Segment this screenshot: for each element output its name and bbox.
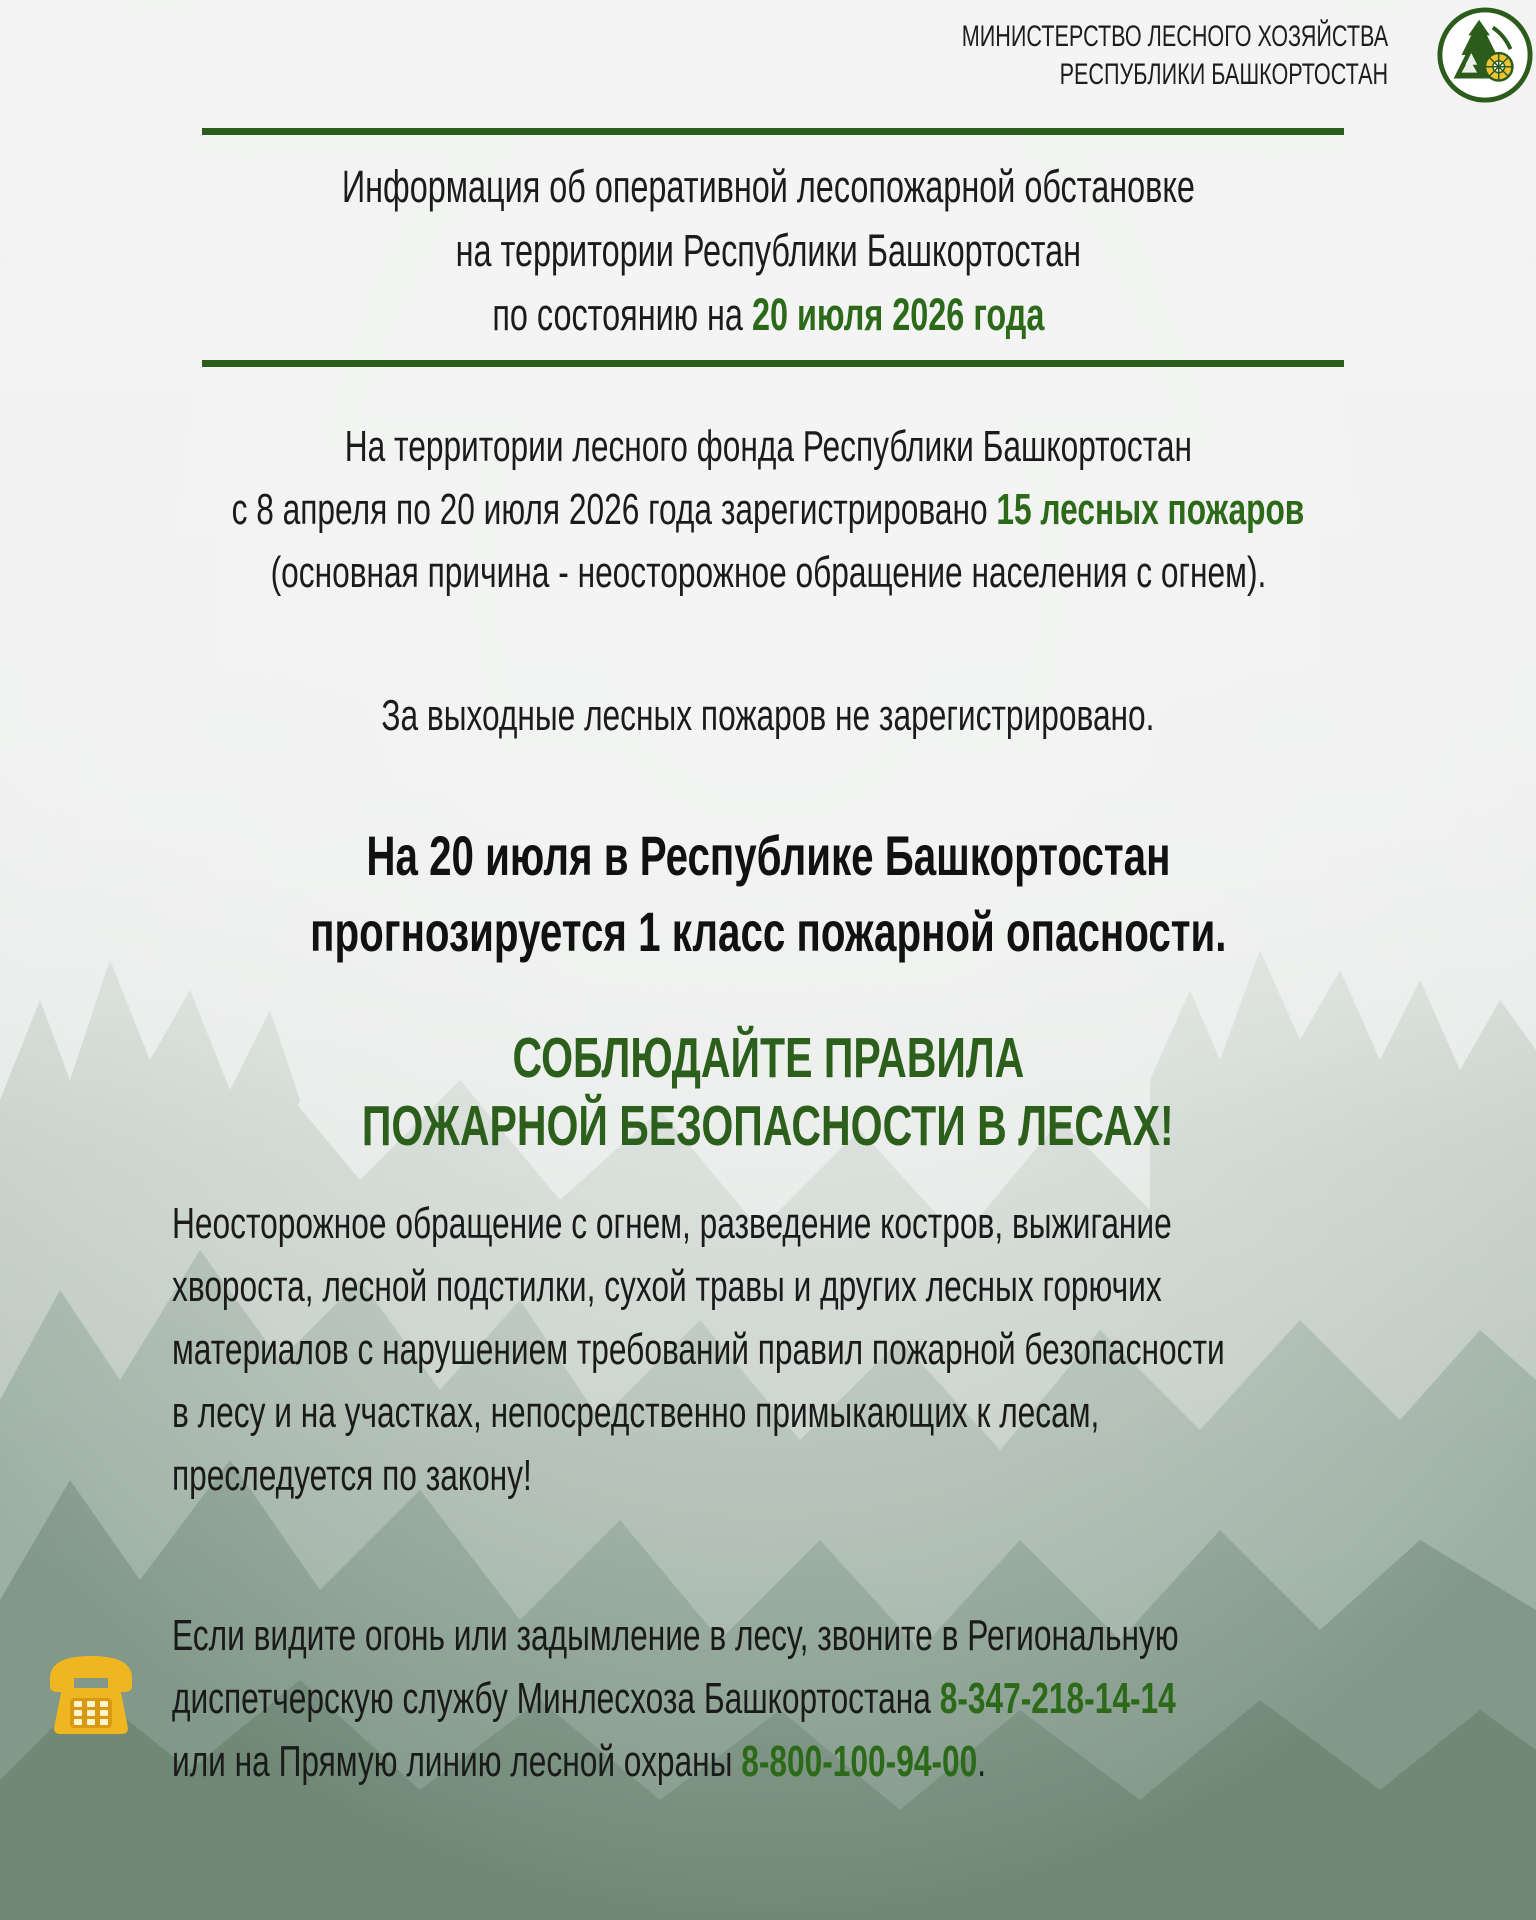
title-line3: по состоянию на 20 июля 2026 года (491, 289, 1045, 340)
forecast-line1: На 20 июля в Республике Башкортостан (365, 824, 1171, 887)
contact-line3: или на Прямую линию лесной охраны 8-800-100-94-00. (172, 1737, 987, 1786)
warning-line: хвороста, лесной подстилки, сухой травы и других лесных горючих (172, 1262, 1162, 1311)
contact-line2: диспетчерскую службу Минлесхоза Башкортостана 8-347-218-14-14 (172, 1674, 1176, 1723)
weekend-summary: За выходные лесных пожаров не зарегистрировано. (381, 691, 1155, 740)
fire-statistics (0, 415, 1536, 604)
ministry-name-line1: МИНИСТЕРСТВО ЛЕСНОГО ХОЗЯЙСТВА (961, 20, 1388, 53)
warning-line: материалов с нарушением требований правил пожарной безопасности (172, 1325, 1225, 1374)
report-date: 20 июля 2026 года (751, 289, 1045, 340)
dispatch-phone-link[interactable]: 8-347-218-14-14 (939, 1674, 1176, 1723)
ministry-name-line2: РЕСПУБЛИКИ БАШКОРТОСТАН (1059, 58, 1388, 91)
fire-danger-forecast (0, 818, 1536, 970)
emergency-contacts (172, 1604, 1536, 1793)
stats-line1: На территории лесного фонда Республики Башкортостан (344, 422, 1192, 471)
fire-count: 15 лесных пожаров (996, 485, 1305, 534)
callout-line1: СОБЛЮДАЙТЕ ПРАВИЛА (512, 1026, 1024, 1090)
bulletin-title (0, 155, 1536, 347)
warning-line: в лесу и на участках, непосредственно примыкающих к лесам, (172, 1388, 1100, 1437)
warning-line: преследуется по закону! (172, 1451, 532, 1500)
warning-line: Неосторожное обращение с огнем, разведение костров, выжигание (172, 1199, 1172, 1248)
title-line1: Информация об оперативной лесопожарной обстановке (341, 161, 1195, 212)
hotline-phone-link[interactable]: 8-800-100-94-00 (741, 1737, 978, 1786)
telephone-icon (44, 1648, 138, 1738)
contact-line1: Если видите огонь или задымление в лесу, звоните в Региональную (172, 1611, 1179, 1660)
forecast-line2: прогнозируется 1 класс пожарной опасности. (309, 900, 1227, 963)
top-divider (202, 128, 1344, 135)
stats-line2: с 8 апреля по 20 июля 2026 года зарегистрировано 15 лесных пожаров (231, 485, 1305, 534)
stats-line3: (основная причина - неосторожное обращение населения с огнем). (270, 548, 1266, 597)
ministry-name (796, 18, 1388, 94)
callout-line2: ПОЖАРНОЙ БЕЗОПАСНОСТИ В ЛЕСАХ! (362, 1094, 1174, 1158)
bottom-divider (202, 360, 1344, 367)
safety-callout (0, 1024, 1536, 1160)
ministry-logo-icon (1436, 6, 1534, 104)
title-line2: на территории Республики Башкортостан (455, 225, 1081, 276)
legal-warning (172, 1192, 1536, 1507)
